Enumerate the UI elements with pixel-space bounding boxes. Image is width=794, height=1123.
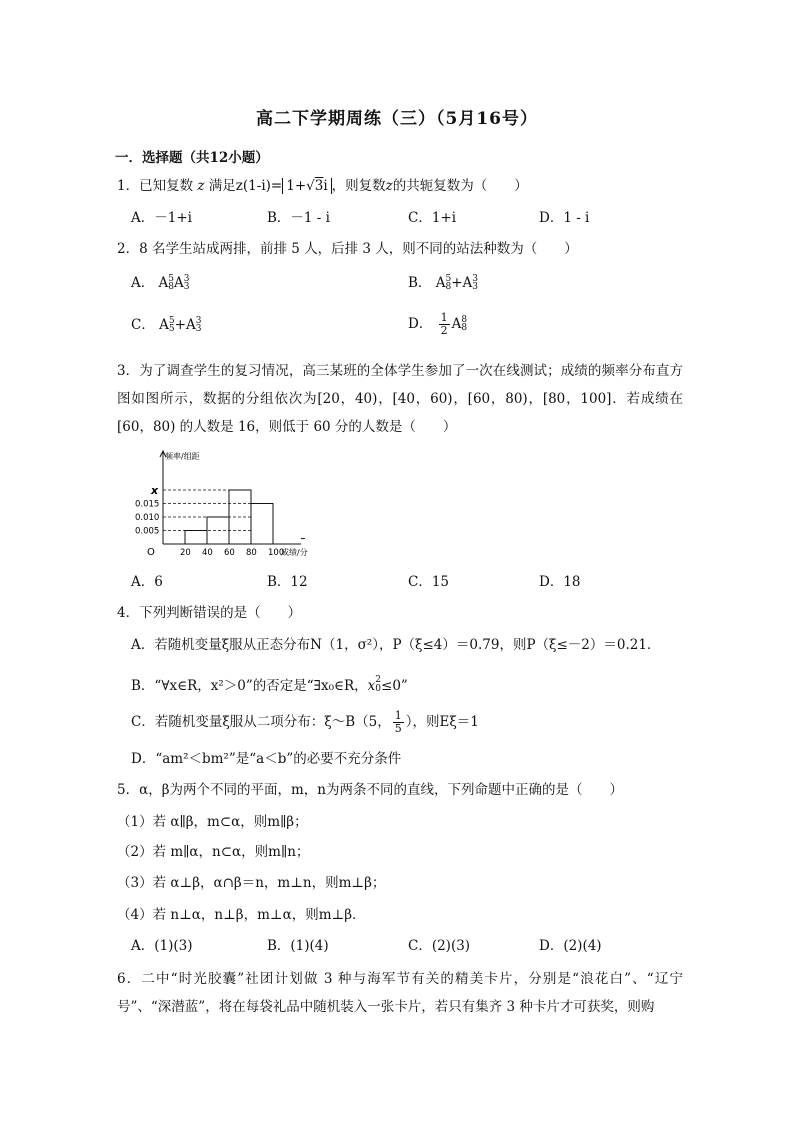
section-heading: 一．选择题（共12小题） [115, 150, 269, 166]
question-2-stem: 2．8 名学生站成两排，前排 5 人，后排 3 人，则不同的站法种数为（ ） [117, 241, 578, 257]
q4-c-fraction: $\frac{1}{5}$ [394, 709, 402, 735]
q2-option-d[interactable] [408, 312, 467, 337]
q5-option-b[interactable]: B．(1)(4) [267, 938, 329, 954]
q5-statement-1: （1）若 α∥β，m⊂α，则m∥β； [117, 814, 308, 830]
q2-c-perm2-idx: 3 3 [195, 316, 202, 334]
x-tick-label: 20 [180, 548, 191, 558]
q2-option-c[interactable] [131, 316, 201, 334]
q5-statement-3: （3）若 α⊥β，α∩β＝n，m⊥n，则m⊥β； [117, 875, 386, 891]
x-tick-label: 60 [224, 548, 235, 558]
q2-b-perm2: A [462, 275, 473, 291]
q3-option-c[interactable]: C．15 [408, 574, 450, 590]
q2-d-perm: A [451, 316, 462, 332]
q4-option-b[interactable] [131, 676, 408, 695]
question-4-stem: 4．下列判断错误的是（ ） [117, 605, 302, 621]
q2-option-b[interactable] [408, 274, 478, 292]
q2-d-label: D． [408, 316, 433, 332]
q3-option-a[interactable]: A．6 [131, 574, 163, 590]
q2-a-perm1-idx: 5 8 [168, 274, 175, 292]
q4-b-text-a: B．“∀x∈R，x²＞0”的否定是“∃x₀∈R， [131, 678, 368, 694]
q2-b-perm2-idx: 3 3 [472, 274, 478, 292]
q5-statement-4: （4）若 n⊥α，n⊥β，m⊥α，则m⊥β． [117, 907, 366, 923]
q4-option-d[interactable]: D．“am²＜bm²”是“a＜b”的必要不充分条件 [131, 751, 402, 767]
q2-c-label: C． [131, 317, 155, 333]
q1-abs-b: i [323, 178, 328, 194]
q4-c-text-a: C．若随机变量ξ服从二项分布：ξ～B（5， [131, 714, 391, 730]
x-tick-label: 80 [246, 548, 257, 558]
q1-var-z-2: z [385, 178, 393, 194]
x-tick-label: 100 [268, 548, 285, 558]
y-tick-label: 0.005 [135, 526, 160, 537]
q2-c-perm1-idx: 5 5 [168, 316, 175, 334]
x-tick-label: 40 [202, 548, 213, 558]
q5-option-a[interactable]: A．(1)(3) [131, 938, 193, 954]
q1-option-d[interactable]: D．1 - i [539, 210, 590, 226]
q2-b-label: B． [408, 275, 432, 291]
q5-option-d[interactable]: D．(2)(4) [539, 938, 602, 954]
q4-c-text-b: ），则Eξ＝1 [405, 714, 479, 730]
q1-var-z: z [197, 178, 205, 194]
origin-label: O [147, 547, 155, 558]
q2-a-perm1: A [158, 275, 169, 291]
q5-option-c[interactable]: C．(2)(3) [408, 938, 471, 954]
y-tick-label: 0.010 [135, 513, 160, 523]
q3-option-d[interactable]: D．18 [539, 574, 581, 590]
y-tick-label: 0.015 [135, 499, 160, 510]
q2-d-fraction: $\frac{1}{2}$ [440, 311, 448, 337]
q2-option-a[interactable] [131, 274, 190, 292]
q2-c-perm2: A [185, 317, 196, 333]
q1-option-b[interactable]: B．－1 - i [267, 210, 330, 226]
histogram-group [135, 451, 308, 558]
q1-radicand: 3 [314, 178, 324, 194]
q1-text-d: 的共轭复数为（ ） [392, 178, 528, 194]
q4-option-c[interactable] [131, 710, 479, 735]
q2-b-perm1: A [435, 275, 446, 291]
q4-option-a[interactable]: A．若随机变量ξ服从正态分布N（1，σ²），P（ξ≤4）＝0.79，则P（ξ≤－2）＝0.21． [131, 637, 661, 653]
histogram-bar [251, 504, 273, 545]
y-unknown-x-label: x [151, 484, 159, 497]
page-title: 高二下学期周练（三）（5月16号） [256, 109, 538, 129]
q4-b-indices: 2 0 [375, 675, 382, 694]
q2-d-perm-idx: 8 8 [461, 315, 468, 333]
q1-option-c[interactable]: C．1+i [408, 210, 457, 226]
question-6-stem: 6．二中“时光胶囊”社团计划做 3 种与海军节有关的精美卡片，分别是“浪花白”、“辽宁号”、“深潜蓝”，将在每袋礼品中随机装入一张卡片，若只有集齐 3 种卡片才可获奖，则购 [117, 971, 683, 1015]
y-axis-label: 频率/组距 [165, 452, 200, 461]
q5-statement-2: （2）若 m∥α，n⊂α，则m∥n； [117, 844, 310, 860]
question-1-stem [117, 177, 528, 195]
q4-b-text-b: ≤0” [381, 678, 408, 694]
histogram-chart [135, 448, 335, 560]
q2-a-perm2-idx: 3 3 [183, 274, 190, 292]
q1-text-a: 1．已知复数 [117, 178, 198, 194]
q2-c-plus: + [174, 317, 186, 333]
q2-c-perm1: A [159, 317, 169, 333]
q2-b-perm1-idx: 5 8 [445, 274, 452, 292]
question-5-stem: 5．α，β为两个不同的平面，m，n为两条不同的直线，下列命题中正确的是（ ） [117, 782, 624, 798]
q2-b-plus: + [451, 275, 463, 291]
histogram-bar [185, 531, 207, 545]
q2-a-label: A． [131, 275, 155, 291]
q1-text-b: 满足z(1-i)= [204, 178, 283, 194]
q1-text-c: ，则复数 [331, 178, 386, 194]
q2-a-perm2: A [174, 275, 184, 291]
x-axis-label: 成绩/分 [281, 548, 308, 557]
question-3-stem: 3．为了调查学生的复习情况，高三某班的全体学生参加了一次在线测试；成绩的频率分布直方图如图所示，数据的分组依次为[20，40)，[40，60)，[60，80)，[80，100]．若成绩在[60，80) 的人数是 16，则低于 60 分的人数是（ ） [117, 363, 683, 435]
q1-option-a[interactable]: A．－1+i [131, 210, 192, 226]
q1-absolute-value: 1+√3i [282, 178, 331, 194]
q4-b-var: x [367, 678, 376, 694]
q1-abs-a: 1+ [286, 178, 307, 194]
q3-option-b[interactable]: B．12 [267, 574, 308, 590]
